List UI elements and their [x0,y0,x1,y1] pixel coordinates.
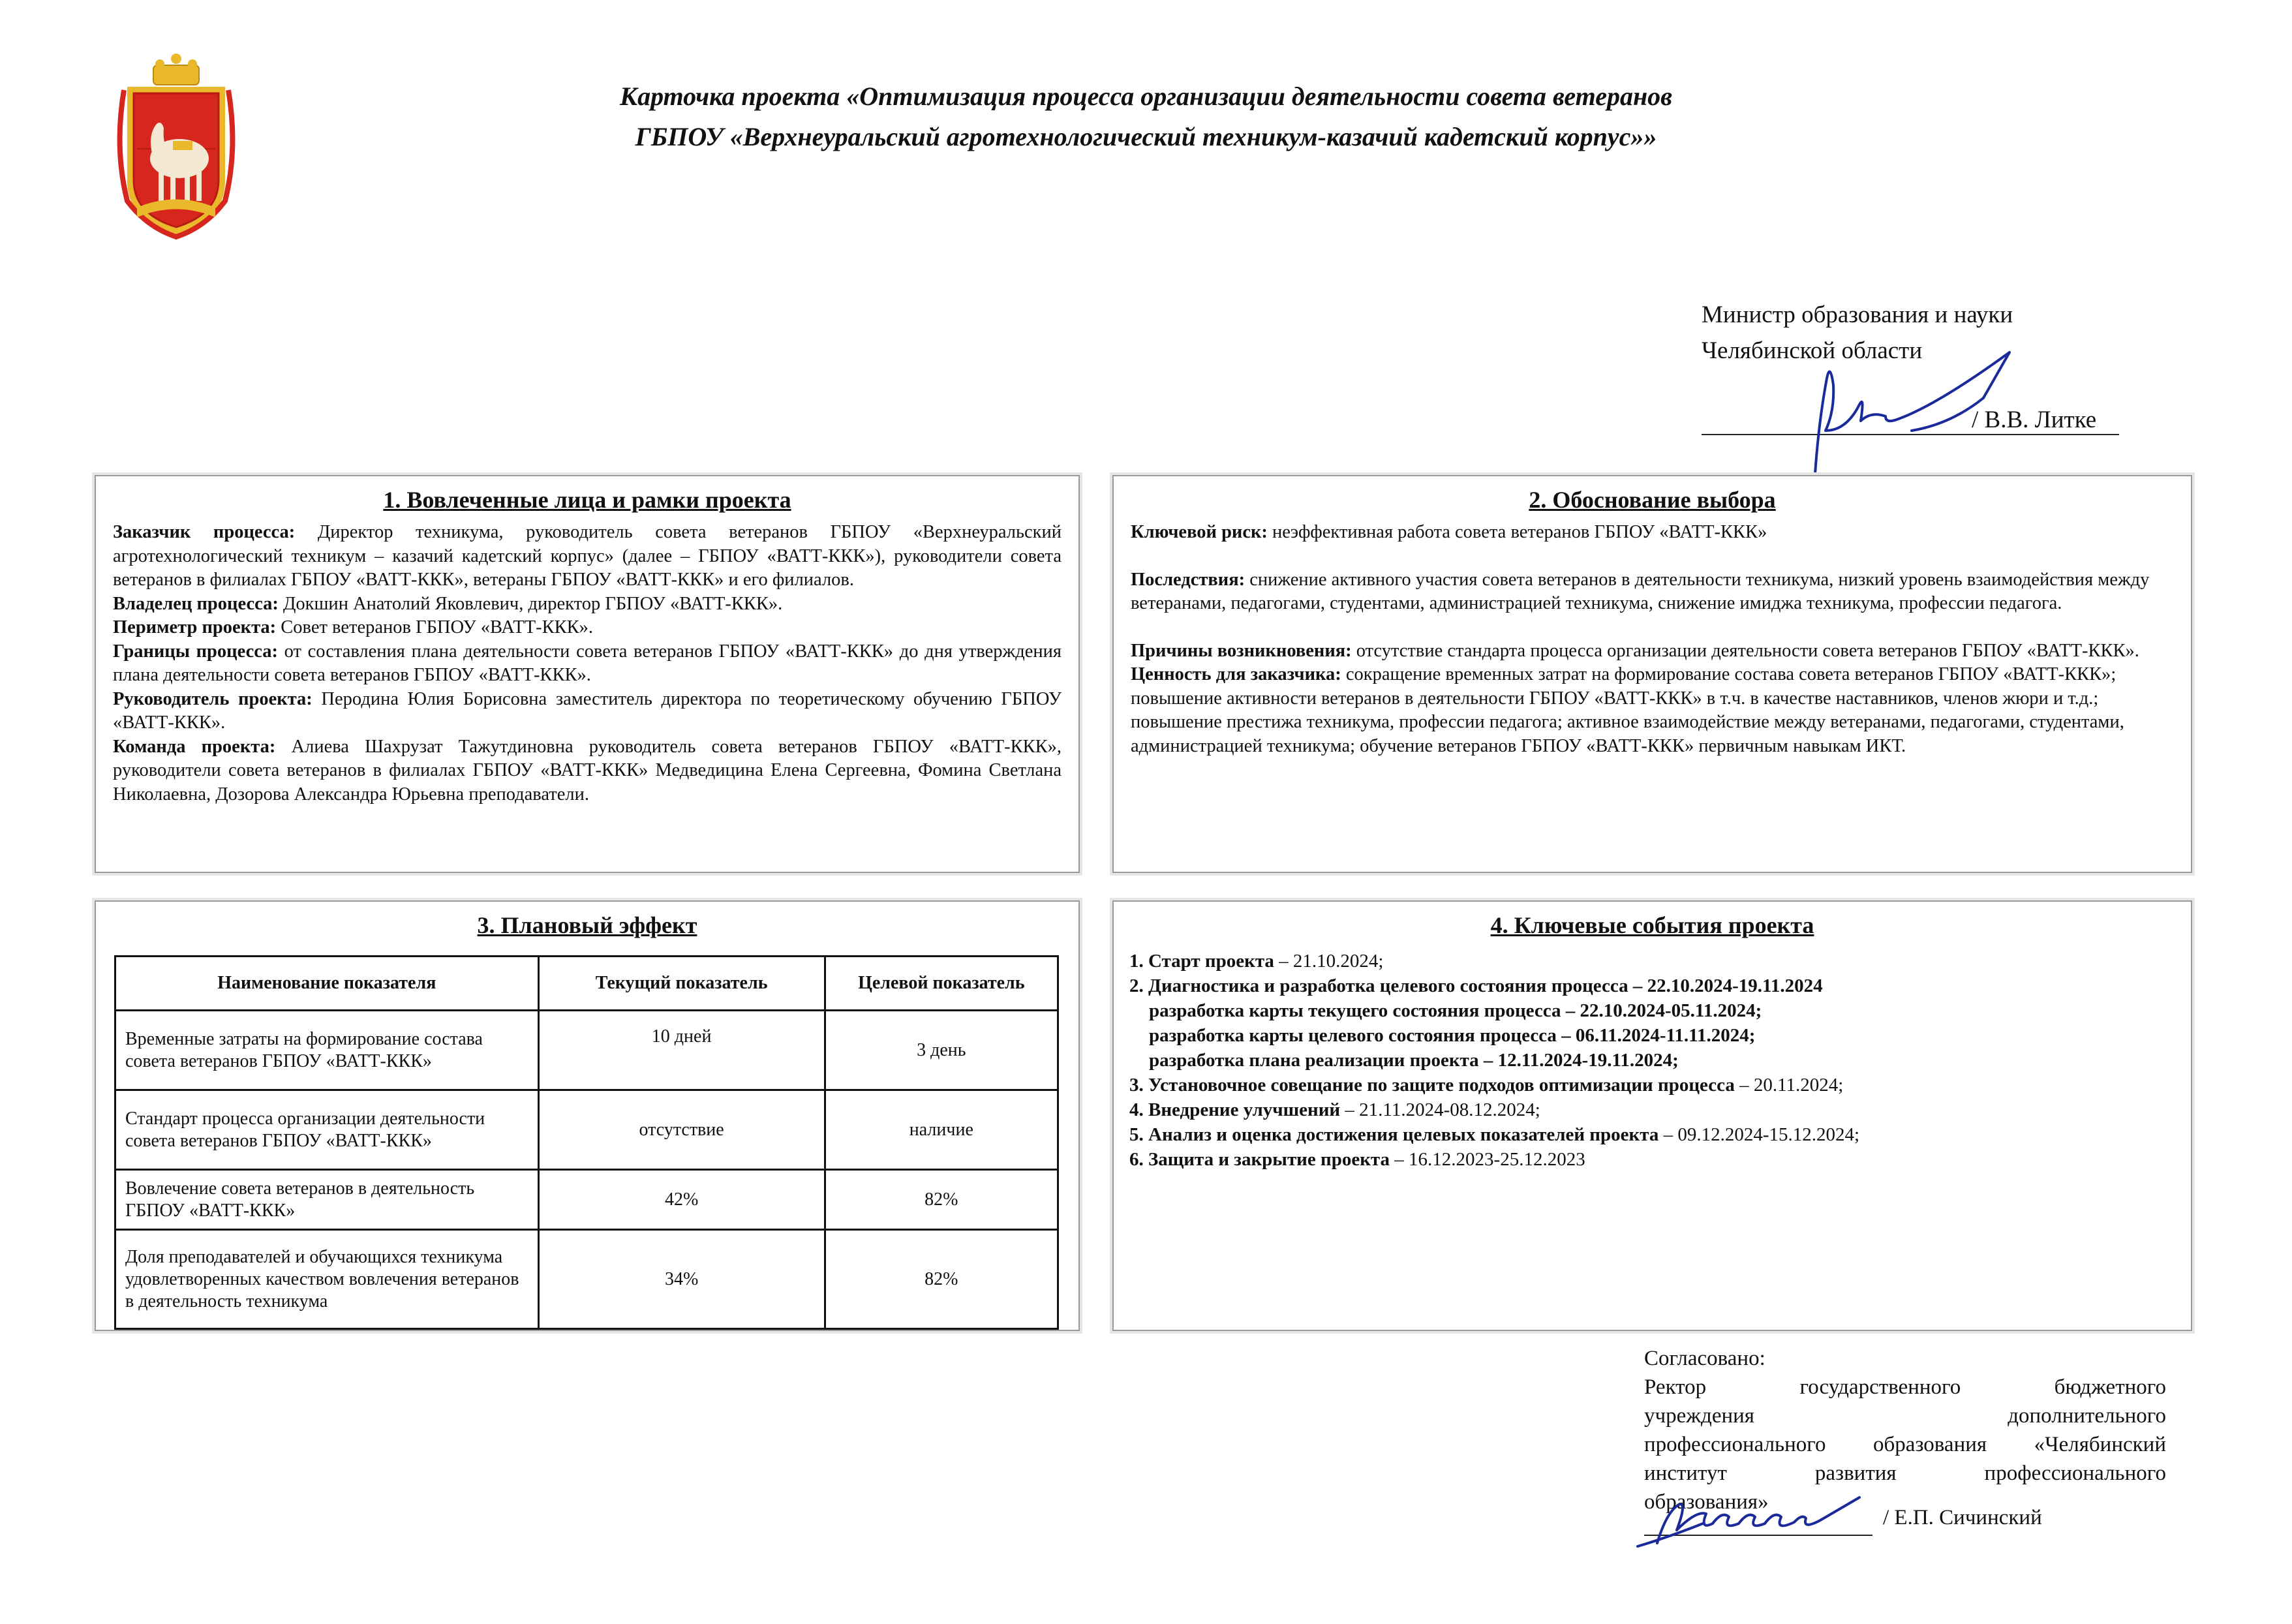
event-date: – 21.10.2024; [1274,951,1384,972]
indicator-name: Вовлечение совета ветеранов в деятельность ГБПОУ «ВАТТ-ККК» [115,1170,539,1230]
approval-block [1702,297,2013,369]
label: Команда проекта: [113,736,276,757]
label: Последствия: [1131,569,1245,590]
section1-heading: 1. Вовлеченные лица и рамки проекта [383,487,791,513]
value: Совет ветеранов ГБПОУ «ВАТТ-ККК». [276,617,594,637]
event-date: – 06.11.2024-11.11.2024; [1556,1025,1756,1046]
column-header: Наименование показателя [115,957,539,1011]
agreement-line: институт развития профессионального [1644,1462,2166,1485]
value: Алиева Шахрузат Тажутдиновна руководитель совета ветеранов ГБПОУ «ВАТТ-ККК», руководители совета ветеранов в филиалах ГБПОУ «ВАТТ-ККК» Медведицина Елена Сергеевна, Фомина Светлана Николаевна, Дозорова Александра Юрьевна преподаватели. [113,736,1062,804]
section1-perimeter [113,616,1062,640]
agreement-line: профессионального образования «Челябинский [1644,1433,2166,1456]
list-item [1129,1097,2175,1122]
list-item [1129,1048,2175,1073]
event-date: – 16.12.2023-25.12.2023 [1390,1149,1585,1170]
list-item [1129,973,2175,998]
document-title-line1: Карточка проекта «Оптимизация процесса организации деятельности совета ветеранов [619,82,1673,111]
section1-boundaries [113,640,1062,688]
section1-body [96,514,1078,806]
label: Руководитель проекта: [113,688,313,709]
section1-owner [113,592,1062,617]
agreement-title: Согласовано: [1644,1347,1765,1370]
section3-heading: 3. Плановый эффект [477,912,697,938]
event-title: 4. Внедрение улучшений [1129,1099,1341,1120]
list-item [1129,1073,2175,1097]
event-title: 2. Диагностика и разработка целевого состояния процесса [1129,975,1628,996]
event-date: – 22.10.2024-19.11.2024 [1628,975,1823,996]
section1-leader [113,688,1062,735]
indicator-name: Временные затраты на формирование состава совета ветеранов ГБПОУ «ВАТТ-ККК» [115,1011,539,1090]
value: отсутствие стандарта процесса организации деятельности совета ветеранов ГБПОУ «ВАТТ-ККК». [1351,640,2139,661]
value: снижение активного участия совета ветеранов в деятельности техникума, низкий уровень взаимодействия между ветеранами, педагогами, студентами, администрацией техникума, снижение имиджа техникума, профессии педагога. [1131,569,2150,613]
current-value: 10 дней [538,1011,825,1090]
list-item [1129,1023,2175,1048]
event-date: – 09.12.2024-15.12.2024; [1658,1124,1860,1145]
indicator-name: Стандарт процесса организации деятельности совета ветеранов ГБПОУ «ВАТТ-ККК» [115,1090,539,1170]
label: Ценность для заказчика: [1131,664,1341,684]
section1-customer [113,521,1062,592]
event-title: 3. Установочное совещание по защите подходов оптимизации процесса [1129,1075,1735,1095]
target-value: 82% [825,1170,1058,1230]
current-value: 34% [538,1230,825,1329]
label: Причины возникновения: [1131,640,1352,661]
value: Директор техникума, руководитель совета ветеранов ГБПОУ «Верхнеуральский агротехнологический техникум – казачий кадетский корпус» (далее – ГБПОУ «ВАТТ-ККК»), руководители совета ветеранов в филиалах ГБПОУ «ВАТТ-ККК», ветераны ГБПОУ «ВАТТ-ККК» и его филиалов. [113,522,1062,590]
events-list [1114,940,2191,1172]
event-title: 1. Старт проекта [1129,951,1274,972]
column-header: Текущий показатель [538,957,825,1011]
event-date: – 22.10.2024-05.11.2024; [1561,1000,1762,1021]
section2-key-risk [1131,521,2174,545]
approval-position-line1: Министр образования и науки [1702,301,2013,328]
label: Заказчик процесса: [113,522,296,542]
target-value: наличие [825,1090,1058,1170]
agreement-line: Ректор государственного бюджетного [1644,1375,2166,1399]
agreement-signature-line [1644,1507,1872,1536]
event-title: разработка плана реализации проекта [1149,1050,1479,1071]
list-item [1129,949,2175,973]
document-title-line2: ГБПОУ «Верхнеуральский агротехнологический техникум-казачий кадетский корпус»» [635,122,1657,151]
table-row [115,1011,1058,1090]
section2-causes [1131,639,2174,664]
value: от составления плана деятельности совета ветеранов ГБПОУ «ВАТТ-ККК» до дня утверждения плана деятельности совета ветеранов ГБПОУ «ВАТТ-ККК». [113,641,1062,685]
column-header: Целевой показатель [825,957,1058,1011]
section-key-events [1112,900,2192,1331]
agreement-block [1644,1344,2166,1516]
event-title: 6. Защита и закрытие проекта [1129,1149,1390,1170]
list-item [1129,998,2175,1023]
table-row [115,1230,1058,1329]
table-row [115,1090,1058,1170]
section2-value [1131,663,2174,758]
effect-table [114,955,1059,1330]
approval-position-line2: Челябинской области [1702,337,1923,364]
table-header-row [115,957,1058,1011]
value: неэффективная работа совета ветеранов ГБПОУ «ВАТТ-ККК» [1267,522,1767,542]
indicator-name: Доля преподавателей и обучающихся техникума удовлетворенных качеством вовлечения ветеранов в деятельность техникума [115,1230,539,1329]
approval-name: / В.В. Литке [1972,406,2097,433]
section4-heading: 4. Ключевые события проекта [1490,912,1814,938]
value: Перодина Юлия Борисовна заместитель директора по теоретическому обучению ГБПОУ «ВАТТ-ККК». [113,688,1062,733]
target-value: 3 день [825,1011,1058,1090]
section2-body [1114,514,2191,758]
section1-team [113,735,1062,807]
event-date: – 20.11.2024; [1734,1075,1844,1095]
section2-heading: 2. Обоснование выбора [1529,487,1776,513]
agreement-line: учреждения дополнительного [1644,1404,2166,1428]
list-item [1129,1122,2175,1147]
label: Периметр проекта: [113,617,277,637]
event-title: разработка карты текущего состояния процесса [1149,1000,1561,1021]
label: Ключевой риск: [1131,522,1268,542]
target-value: 82% [825,1230,1058,1329]
event-title: разработка карты целевого состояния процесса [1149,1025,1557,1046]
event-title: 5. Анализ и оценка достижения целевых показателей проекта [1129,1124,1659,1145]
event-date: – 12.11.2024-19.11.2024; [1478,1050,1679,1071]
section-stakeholders [95,475,1080,873]
event-date: – 21.11.2024-08.12.2024; [1340,1099,1540,1120]
section-planned-effect [95,900,1080,1331]
current-value: 42% [538,1170,825,1230]
current-value: отсутствие [538,1090,825,1170]
section-justification [1112,475,2192,873]
list-item [1129,1147,2175,1172]
value: сокращение временных затрат на формирование состава совета ветеранов ГБПОУ «ВАТТ-ККК»; повышение активности ветеранов в деятельности ГБПОУ «ВАТТ-ККК» в т.ч. в качестве наставников, членов жюри и т.д.; повышение престижа техникума, профессии педагога; активное взаимодействие между ветеранами, педагогами, студентами, администрацией техникума; обучение ветеранов ГБПОУ «ВАТТ-ККК» первичным навыкам ИКТ. [1131,664,2124,756]
agreement-line: образования» [1644,1490,1769,1514]
agreement-name: / Е.П. Сичинский [1883,1506,2042,1529]
table-row [115,1170,1058,1230]
value: Докшин Анатолий Яковлевич, директор ГБПОУ «ВАТТ-ККК». [278,593,783,614]
label: Владелец процесса: [113,593,279,614]
label: Границы процесса: [113,641,278,662]
section2-consequences [1131,568,2174,616]
